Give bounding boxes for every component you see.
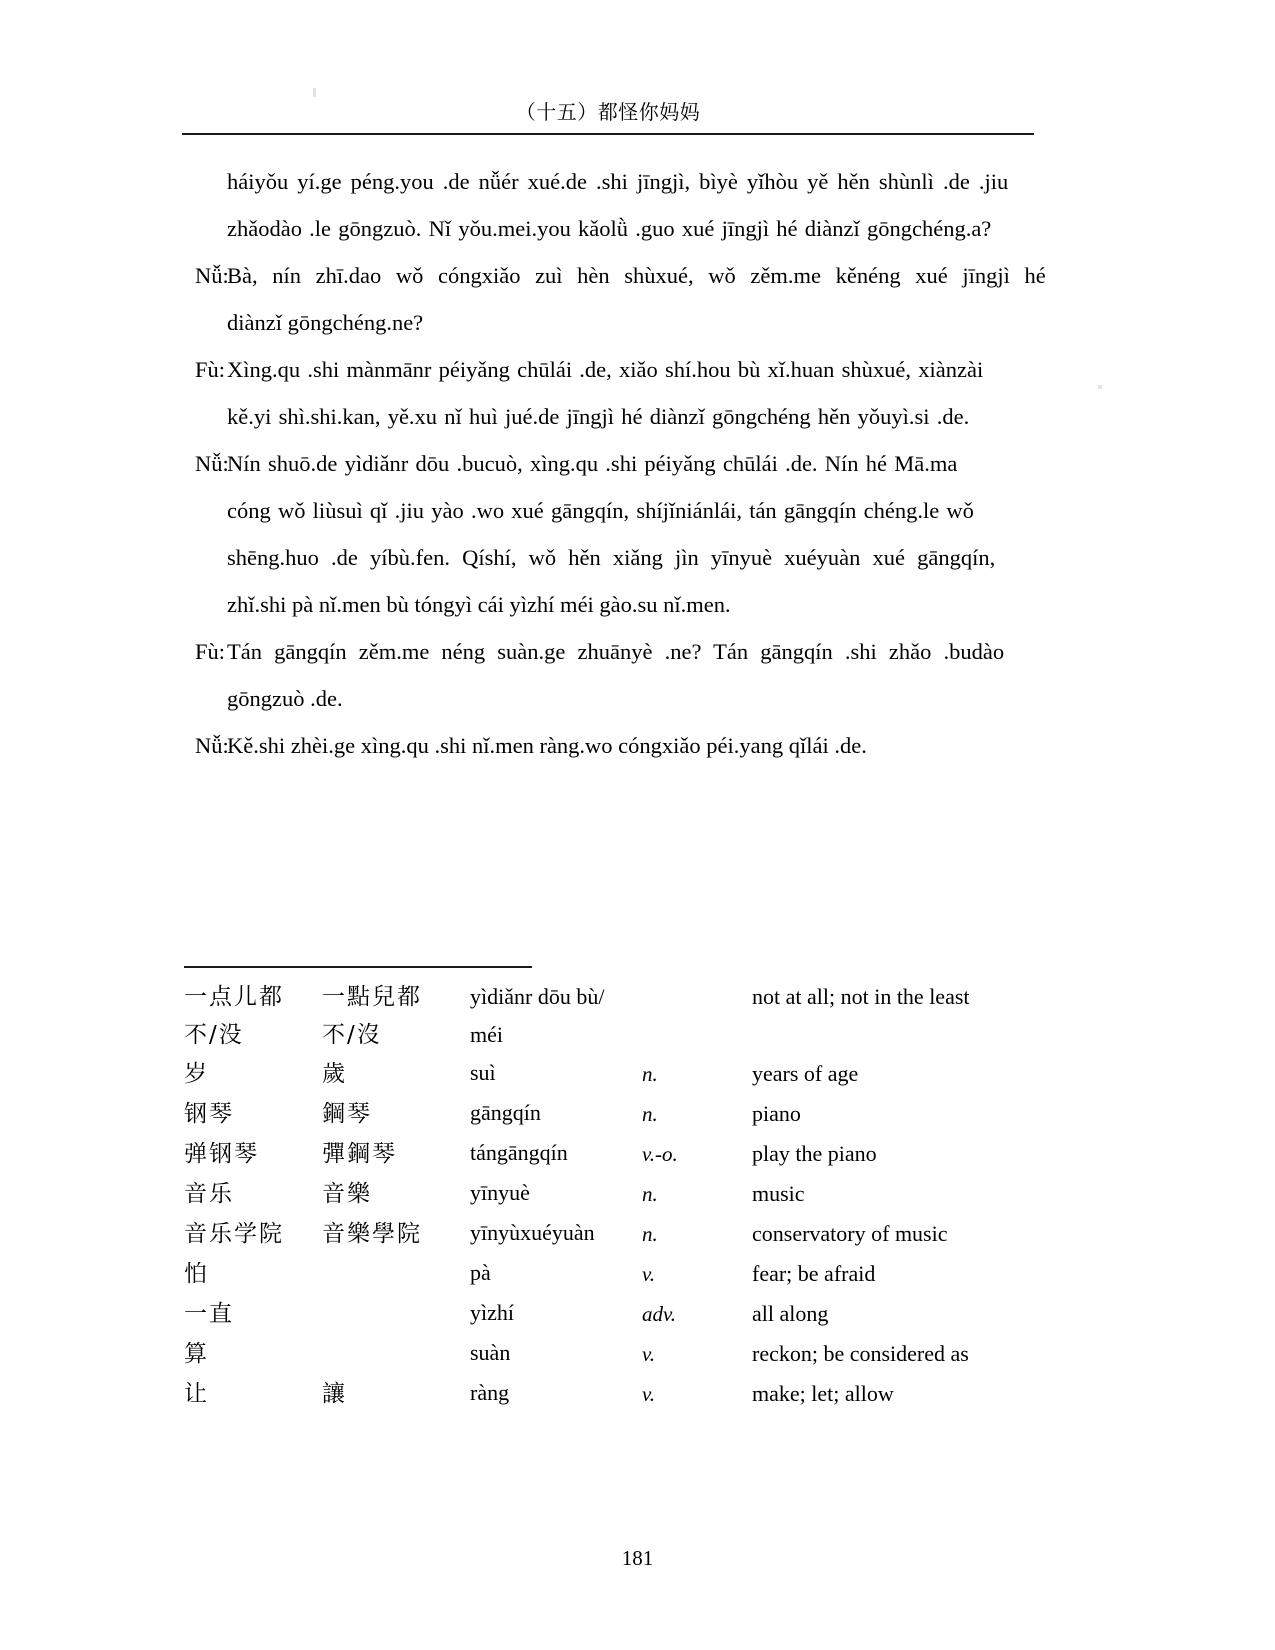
- english-cell: years of age: [752, 1061, 859, 1086]
- part-of-speech-cell: v.: [642, 1262, 656, 1286]
- dialogue-text: diànzǐ gōngchéng.ne?: [227, 310, 424, 335]
- english-cell: fear; be afraid: [752, 1261, 876, 1286]
- dialogue-line: [182, 252, 1046, 299]
- pinyin-cell: [470, 978, 642, 1054]
- dialogue-line: [182, 581, 1042, 628]
- dialogue-line: [182, 440, 1042, 487]
- pinyin-cell: suì: [470, 1060, 496, 1085]
- dialogue-text: Nín shuō.de yìdiǎnr dōu .bucuò, xìng.qu .shi péiyǎng chūlái .de. Nín hé Mā.ma: [227, 451, 958, 476]
- dialogue-line: [182, 722, 1042, 769]
- simplified-text-line2: 不/没: [184, 1022, 244, 1048]
- table-row: [184, 1254, 1064, 1294]
- part-of-speech-cell: [642, 978, 752, 1054]
- simplified-cell: 岁: [184, 1061, 209, 1087]
- speaker-label: Fù:: [195, 357, 226, 382]
- table-row: [184, 1334, 1064, 1374]
- simplified-cell: 让: [184, 1381, 209, 1407]
- pinyin-text-line2: méi: [470, 1022, 503, 1047]
- simplified-cell: [184, 978, 322, 1054]
- dialogue-text: zhǐ.shi pà nǐ.men bù tóngyì cái yìzhí méi gào.su nǐ.men.: [227, 592, 731, 617]
- pinyin-text: yìdiǎnr dōu bù/: [470, 984, 605, 1009]
- part-of-speech-cell: n.: [642, 1182, 658, 1206]
- part-of-speech-cell: n.: [642, 1062, 658, 1086]
- dialogue-text: Kě.shi zhèi.ge xìng.qu .shi nǐ.men ràng.wo cóngxiǎo péi.yang qǐlái .de.: [227, 733, 867, 758]
- speaker-label: Nǚ:: [195, 733, 229, 758]
- dialogue-text: shēng.huo .de yíbù.fen. Qíshí, wǒ hěn xiǎng jìn yīnyuè xuéyuàn xué gāngqín,: [227, 545, 996, 570]
- english-cell: not at all; not in the least: [752, 984, 970, 1009]
- part-of-speech-cell: n.: [642, 1222, 658, 1246]
- simplified-cell: 音乐学院: [184, 1221, 284, 1247]
- table-row: [184, 1294, 1064, 1334]
- dialogue-line: [182, 158, 1042, 205]
- english-cell: make; let; allow: [752, 1381, 894, 1406]
- english-cell: play the piano: [752, 1141, 877, 1166]
- part-of-speech-cell: v.: [642, 1382, 656, 1406]
- dialogue-line: [182, 628, 1042, 675]
- traditional-cell: 讓: [322, 1381, 347, 1407]
- traditional-text-line2: 不/沒: [322, 1022, 382, 1048]
- pinyin-cell: yīnyuè: [470, 1180, 530, 1205]
- pinyin-cell: ràng: [470, 1380, 510, 1405]
- table-row: [184, 1054, 1064, 1094]
- vocabulary-table: [184, 978, 1064, 1414]
- part-of-speech-cell: n.: [642, 1102, 658, 1126]
- running-head: （十五）都怪你妈妈: [515, 102, 701, 124]
- dialogue-text: kě.yi shì.shi.kan, yě.xu nǐ huì jué.de jīngjì hé diànzǐ gōngchéng hěn yǒuyì.si .de.: [227, 404, 970, 429]
- table-row: [184, 1174, 1064, 1214]
- pinyin-cell: yīnyùxuéyuàn: [470, 1220, 595, 1245]
- simplified-cell: 一直: [184, 1301, 234, 1327]
- simplified-cell: 算: [184, 1341, 209, 1367]
- simplified-cell: 怕: [184, 1261, 209, 1287]
- traditional-cell: 音樂學院: [322, 1221, 422, 1247]
- dialogue-block: [182, 158, 1046, 769]
- speaker-label: Nǚ:: [195, 451, 229, 476]
- dialogue-line: [182, 675, 1042, 722]
- dialogue-text: Tán gāngqín zěm.me néng suàn.ge zhuānyè .ne? Tán gāngqín .shi zhǎo .budào: [227, 639, 1005, 664]
- traditional-text: 一點兒都: [322, 984, 422, 1010]
- pinyin-cell: yìzhí: [470, 1300, 514, 1325]
- simplified-cell: 音乐: [184, 1181, 234, 1207]
- speaker-label: Nǚ:: [195, 263, 229, 288]
- dialogue-text: cóng wǒ liùsuì qǐ .jiu yào .wo xué gāngqín, shíjǐniánlái, tán gāngqín chéng.le wǒ: [227, 498, 974, 523]
- dialogue-text: Xìng.qu .shi mànmānr péiyǎng chūlái .de, xiǎo shí.hou bù xǐ.huan shùxué, xiànzài: [227, 357, 984, 382]
- table-row: [184, 1134, 1064, 1174]
- speaker-label: Fù:: [195, 639, 226, 664]
- pinyin-cell: suàn: [470, 1340, 511, 1365]
- english-cell: reckon; be considered as: [752, 1341, 969, 1366]
- traditional-cell: 鋼琴: [322, 1101, 372, 1127]
- vocabulary-rule: [184, 966, 532, 968]
- dialogue-text: zhǎodào .le gōngzuò. Nǐ yǒu.mei.you kǎolǜ .guo xué jīngjì hé diànzǐ gōngchéng.a?: [227, 216, 992, 241]
- english-cell: piano: [752, 1101, 801, 1126]
- pinyin-cell: pà: [470, 1260, 491, 1285]
- traditional-cell: [322, 978, 470, 1054]
- table-row: [184, 978, 1064, 1054]
- english-cell: all along: [752, 1301, 829, 1326]
- simplified-cell: 钢琴: [184, 1101, 234, 1127]
- pinyin-cell: gāngqín: [470, 1100, 541, 1125]
- traditional-cell: [322, 1294, 470, 1334]
- dialogue-line: [182, 346, 1042, 393]
- english-cell: music: [752, 1181, 805, 1206]
- scan-speck: [1098, 385, 1102, 389]
- simplified-text: 一点儿都: [184, 984, 284, 1010]
- pinyin-cell: tángāngqín: [470, 1140, 568, 1165]
- dialogue-line: [182, 534, 1042, 581]
- dialogue-line: [182, 393, 1042, 440]
- table-row: [184, 1094, 1064, 1134]
- traditional-cell: [322, 1334, 470, 1374]
- traditional-cell: [322, 1254, 470, 1294]
- dialogue-line: [182, 299, 1042, 346]
- dialogue-text: gōngzuò .de.: [227, 686, 343, 711]
- table-row: [184, 1214, 1064, 1254]
- page-number: 181: [621, 1546, 654, 1570]
- part-of-speech-cell: v.-o.: [642, 1142, 678, 1166]
- dialogue-line: [182, 205, 1042, 252]
- header-rule: [182, 133, 1034, 135]
- dialogue-line: [182, 487, 1042, 534]
- english-cell: conservatory of music: [752, 1221, 948, 1246]
- traditional-cell: 彈鋼琴: [322, 1141, 397, 1167]
- traditional-cell: 歲: [322, 1061, 347, 1087]
- table-row: [184, 1374, 1064, 1414]
- simplified-cell: 弹钢琴: [184, 1141, 259, 1167]
- dialogue-text: háiyǒu yí.ge péng.you .de nǚér xué.de .shi jīngjì, bìyè yǐhòu yě hěn shùnlì .de .jiu: [227, 169, 1009, 194]
- dialogue-text: Bà, nín zhī.dao wǒ cóngxiǎo zuì hèn shùxué, wǒ zěm.me kěnéng xué jīngjì hé: [227, 263, 1046, 288]
- part-of-speech-cell: adv.: [642, 1302, 677, 1326]
- traditional-cell: 音樂: [322, 1181, 372, 1207]
- part-of-speech-cell: v.: [642, 1342, 656, 1366]
